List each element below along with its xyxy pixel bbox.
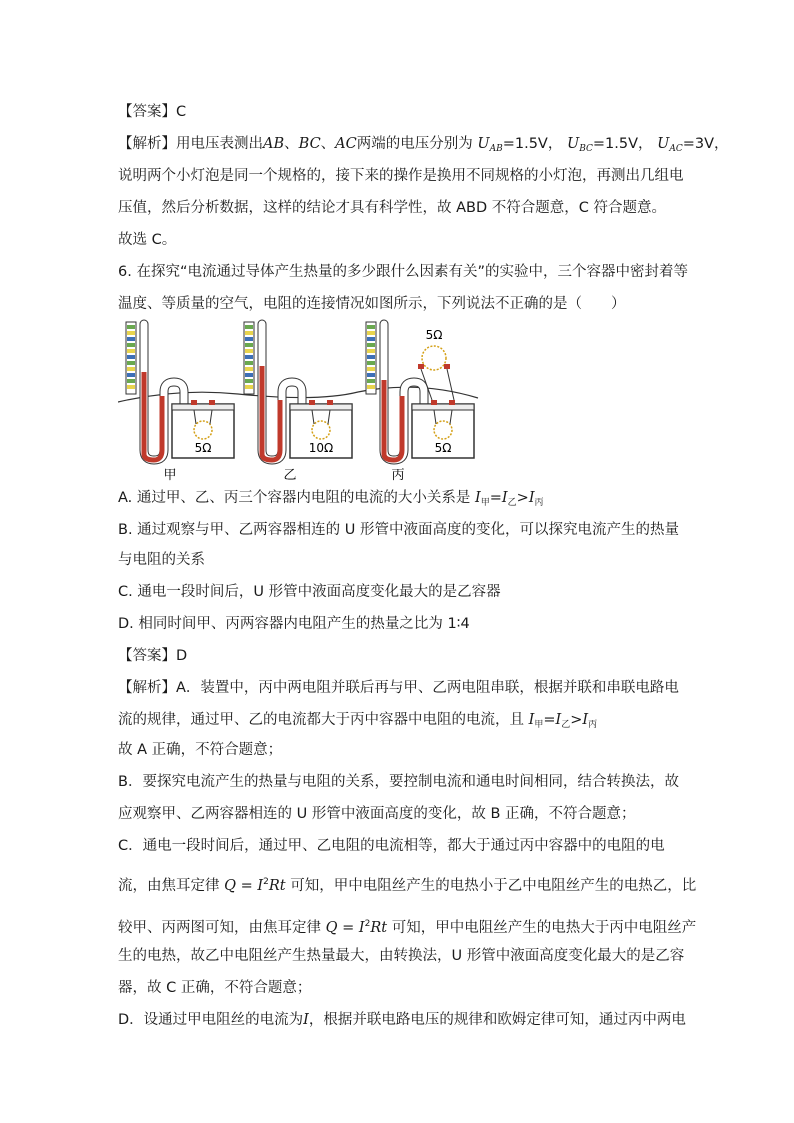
experiment-figure <box>118 318 488 482</box>
apparatus-jia <box>126 322 234 482</box>
op: > <box>516 490 529 506</box>
container-label-yi: 乙 <box>283 468 297 482</box>
text: 较甲、丙两图可知，由焦耳定律 <box>118 920 321 936</box>
answer-line-1 <box>118 102 186 122</box>
var-i: I <box>501 490 508 506</box>
analysis-label: 【解析】 <box>118 680 176 696</box>
text: 、 <box>320 136 336 152</box>
formula-joule: Q <box>224 878 236 894</box>
analysis2-line-11 <box>118 1010 686 1030</box>
var-i: I <box>582 712 589 728</box>
answer-label: 【答案】 <box>118 648 176 664</box>
text: A．装置中，丙中两电阻并联后再与甲、乙两电阻串联，根据并联和串联电路电 <box>176 680 679 696</box>
apparatus-bing <box>366 322 474 482</box>
analysis2-line-8: 较甲、丙两图可知，由焦耳定律 $Q = I^2Rt$ 可知，甲中电阻丝产生的电热大于丙中电阻丝产 <box>118 919 697 936</box>
text: 、 <box>284 136 299 152</box>
question6-line-1: 6. 在探究“电流通过导体产生热量的多少跟什么因素有关”的实验中，三个容器中密封着等 <box>118 264 688 280</box>
external-resistance-label: 5Ω <box>425 328 443 342</box>
sub: BC <box>579 144 593 154</box>
external-resistor <box>422 346 446 370</box>
question6-line-2: 温度、等质量的空气，电阻的连接情况如图所示，下列说法不正确的是（ ） <box>118 296 626 312</box>
value: =3V， <box>682 136 729 152</box>
var-u: U <box>566 136 580 152</box>
analysis1-line-1 <box>118 134 729 159</box>
option-b-line-1: B. 通过观察与甲、乙两容器相连的 U 形管中液面高度的变化，可以探究电流产生的热量 <box>118 522 679 538</box>
apparatus-yi <box>244 322 352 482</box>
answer-value: D <box>176 648 188 664</box>
analysis2-line-2: 流的规律，通过甲、乙的电流都大于丙中容器中电阻的电流，且 $I_甲=I_乙>I_丙$ <box>118 712 598 730</box>
analysis1-line-3: 压值，然后分析数据，这样的结论才具有科学性，故 ABD 不符合题意，C 符合题意。 <box>118 200 666 216</box>
var-i: I <box>257 878 264 894</box>
analysis2-line-4: B．要探究电流产生的热量与电阻的关系，要控制电流和通电时间相同，结合转换法，故 <box>118 774 679 790</box>
analysis1-line-4: 故选 C。 <box>118 232 177 248</box>
analysis2-line-10: 器，故 C 正确，不符合题意； <box>118 980 312 996</box>
sub: 甲 <box>480 498 490 508</box>
option-c: C. 通电一段时间后，U 形管中液面高度变化最大的是乙容器 <box>118 584 501 600</box>
analysis2-line-1 <box>118 678 679 698</box>
var-i: I <box>555 712 562 728</box>
var-i: I <box>475 490 481 506</box>
formula-joule: Q <box>325 920 338 936</box>
var-bc: BC <box>298 136 321 152</box>
text: 可知，甲中电阻丝产生的电热小于乙中电阻丝产生的电热乙，比 <box>290 878 697 894</box>
sub: 乙 <box>507 498 517 508</box>
value: =1.5V， <box>592 136 653 152</box>
var-rt: Rt <box>370 920 388 936</box>
var-ac: AC <box>335 136 357 152</box>
text: 流，由焦耳定律 <box>118 878 220 894</box>
var-ab: AB <box>263 136 285 152</box>
option-a-text: A. 通过甲、乙、丙三个容器内电阻的电流的大小关系是 <box>118 490 471 506</box>
text: D．设通过甲电阻丝的电流为 <box>118 1012 304 1028</box>
container-label-bing: 丙 <box>391 468 405 482</box>
text: 用电压表测出 <box>176 136 263 152</box>
container-label-jia: 甲 <box>163 468 177 482</box>
answer-value: C <box>176 104 187 120</box>
var-rt: Rt <box>268 878 286 894</box>
option-b-line-2: 与电阻的关系 <box>118 552 205 568</box>
sub: 乙 <box>561 720 571 730</box>
text: 可知，甲中电阻丝产生的电热大于丙中电阻丝产 <box>391 920 697 936</box>
var-u: U <box>657 136 670 152</box>
var-i: I <box>528 490 535 506</box>
analysis2-line-6: C．通电一段时间后，通过甲、乙电阻的电流相等，都大于通过丙中容器中的电阻的电 <box>118 838 665 854</box>
sub: 甲 <box>534 720 544 730</box>
analysis2-line-3: 故 A 正确，不符合题意； <box>118 742 283 758</box>
sub: AC <box>669 144 683 154</box>
scale-yi <box>244 322 254 394</box>
answer-line-2 <box>118 646 187 666</box>
var-i: I <box>528 712 535 728</box>
resistance-label-bing: 5Ω <box>434 441 452 455</box>
option-a <box>118 488 544 513</box>
option-d: D. 相同时间甲、丙两容器内电阻产生的热量之比为 1∶4 <box>118 616 470 632</box>
analysis1-line-2: 说明两个小灯泡是同一个规格的，接下来的操作是换用不同规格的小灯泡，再测出几组电 <box>118 168 684 184</box>
scale-jia <box>126 322 136 394</box>
var-u: U <box>477 136 490 152</box>
resistance-label-jia: 5Ω <box>194 441 212 455</box>
text: ，根据并联电路电压的规律和欧姆定律可知，通过丙中两电 <box>308 1012 686 1028</box>
answer-label: 【答案】 <box>118 104 176 120</box>
analysis2-line-5: 应观察甲、乙两容器相连的 U 形管中液面高度的变化，故 B 正确，不符合题意； <box>118 806 636 822</box>
sub: AB <box>489 144 503 154</box>
scale-bing <box>366 322 376 394</box>
value: =1.5V， <box>502 136 563 152</box>
analysis-label: 【解析】 <box>118 136 176 152</box>
var-i: I <box>303 1012 309 1028</box>
text: 两端的电压分别为 <box>356 136 473 152</box>
op: = <box>489 490 502 506</box>
resistance-label-yi: 10Ω <box>308 441 334 455</box>
sub: 丙 <box>588 720 598 730</box>
sub: 丙 <box>534 498 544 508</box>
var-i: I <box>358 920 365 936</box>
text: 流的规律，通过甲、乙的电流都大于丙中容器中电阻的电流，且 <box>118 712 524 728</box>
analysis2-line-7: 流，由焦耳定律 $Q = I^2Rt$ 可知，甲中电阻丝产生的电热小于乙中电阻丝产生的电热乙，比 <box>118 877 697 894</box>
analysis2-line-9: 生的电热，故乙中电阻丝产生热量最大，由转换法，U 形管中液面高度变化最大的是乙容 <box>118 948 685 964</box>
